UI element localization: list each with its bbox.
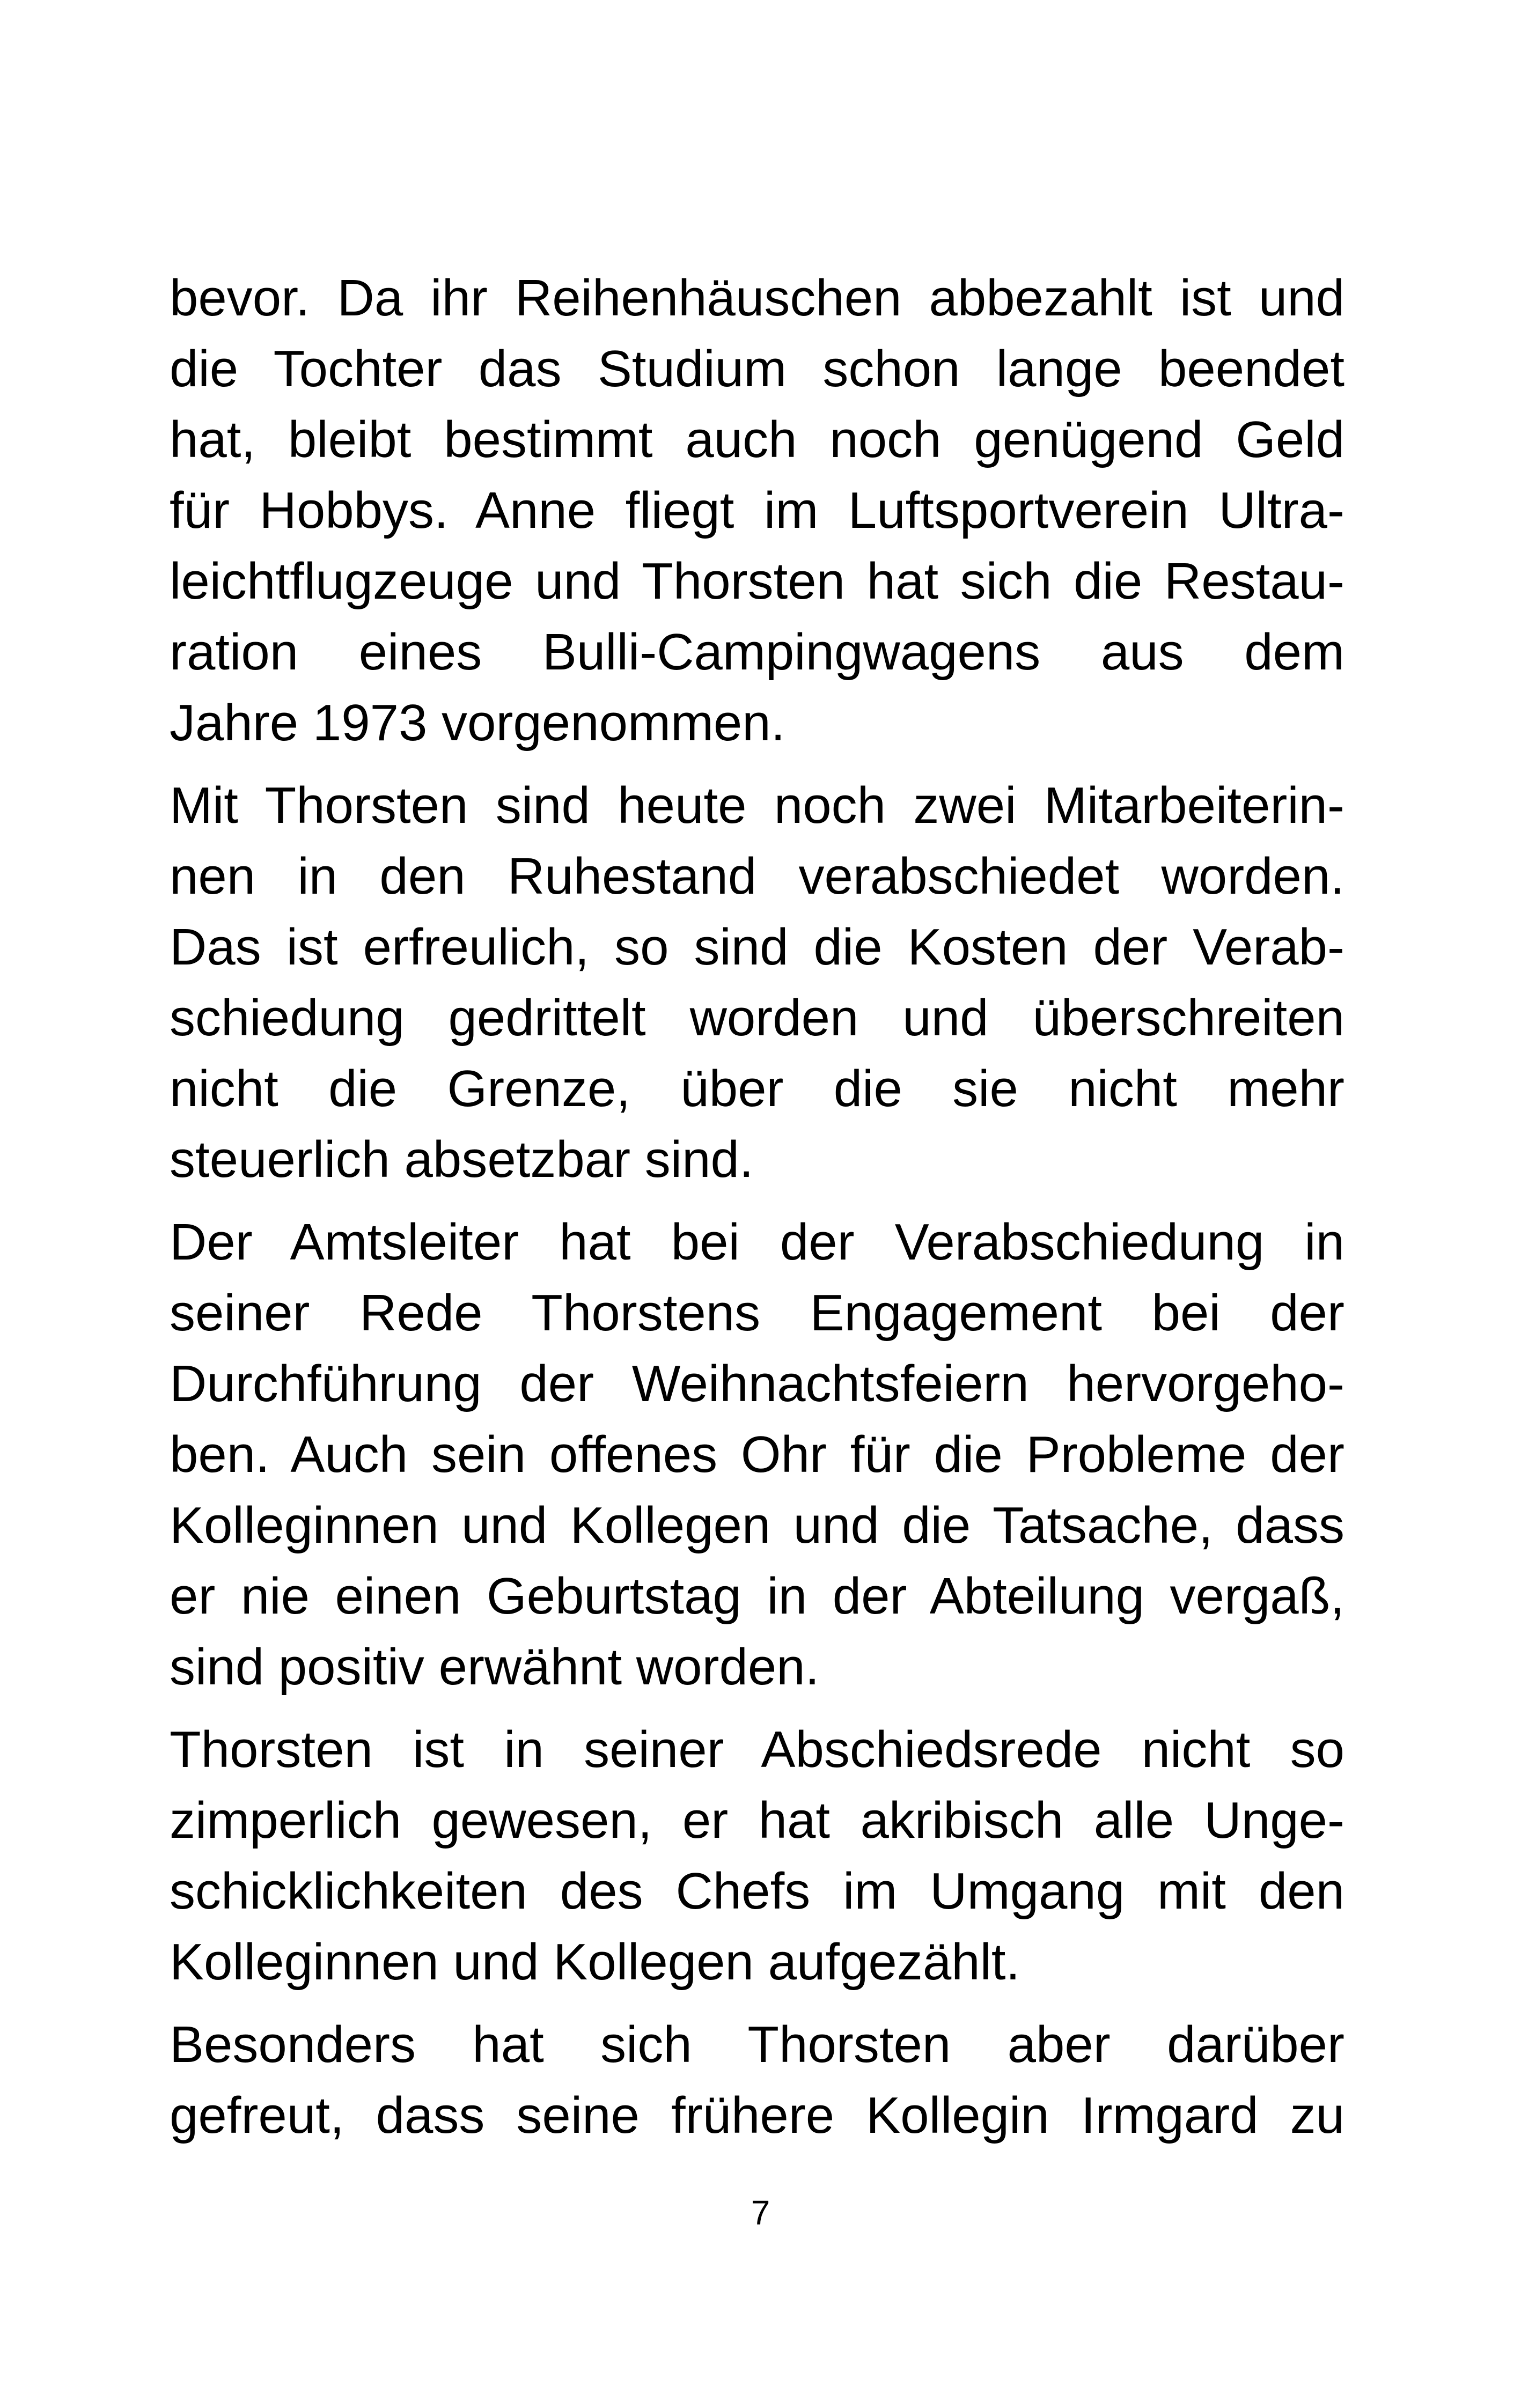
text-line: bevor. Da ihr Reihenhäuschen abbezahlt ist und: [170, 269, 1344, 327]
text-line: schicklichkeiten des Chefs im Umgang mit den: [170, 1862, 1344, 1920]
paragraph-4: [170, 1714, 1344, 1998]
text-line: seiner Rede Thorstens Engagement bei der: [170, 1284, 1344, 1342]
text-line: schiedung gedrittelt worden und überschreiten: [170, 989, 1344, 1047]
text-line: leichtflugzeuge und Thorsten hat sich die Restau-: [170, 553, 1344, 610]
text-line: gefreut, dass seine frühere Kollegin Irmgard zu: [170, 2087, 1344, 2144]
text-line: Thorsten ist in seiner Abschiedsrede nicht so: [170, 1721, 1344, 1778]
text-line: Jahre 1973 vorgenommen.: [170, 694, 785, 752]
text-line: sind positiv erwähnt worden.: [170, 1638, 820, 1696]
paragraph-2: [170, 770, 1344, 1195]
text-line: nicht die Grenze, über die sie nicht mehr: [170, 1060, 1344, 1117]
text-line: zimperlich gewesen, er hat akribisch alle Unge-: [170, 1792, 1344, 1849]
text-line: hat, bleibt bestimmt auch noch genügend Geld: [170, 411, 1344, 468]
text-line: für Hobbys. Anne fliegt im Luftsportverein Ultra-: [170, 482, 1344, 539]
text-line: Das ist erfreulich, so sind die Kosten der Verab-: [170, 918, 1344, 976]
text-line: Der Amtsleiter hat bei der Verabschiedung in: [170, 1213, 1344, 1271]
body-text: [170, 263, 1344, 2163]
text-line: nen in den Ruhestand verabschiedet worden.: [170, 848, 1344, 905]
text-line: Besonders hat sich Thorsten aber darüber: [170, 2016, 1344, 2073]
paragraph-1: [170, 263, 1344, 759]
text-line: Mit Thorsten sind heute noch zwei Mitarbeiterin-: [170, 777, 1344, 834]
text-line: Kolleginnen und Kollegen und die Tatsache, dass: [170, 1497, 1344, 1554]
text-line: Durchführung der Weihnachtsfeiern hervorgeho-: [170, 1355, 1344, 1412]
text-line: er nie einen Geburtstag in der Abteilung vergaß,: [170, 1567, 1344, 1625]
paragraph-3: [170, 1207, 1344, 1703]
page-number: 7: [751, 2193, 770, 2232]
text-line: die Tochter das Studium schon lange beendet: [170, 340, 1344, 397]
text-line: ben. Auch sein offenes Ohr für die Probleme der: [170, 1426, 1344, 1483]
paragraph-5: [170, 2009, 1344, 2151]
text-line: Kolleginnen und Kollegen aufgezählt.: [170, 1933, 1020, 1991]
text-line: steuerlich absetzbar sind.: [170, 1131, 754, 1188]
text-line: ration eines Bulli-Campingwagens aus dem: [170, 623, 1344, 681]
